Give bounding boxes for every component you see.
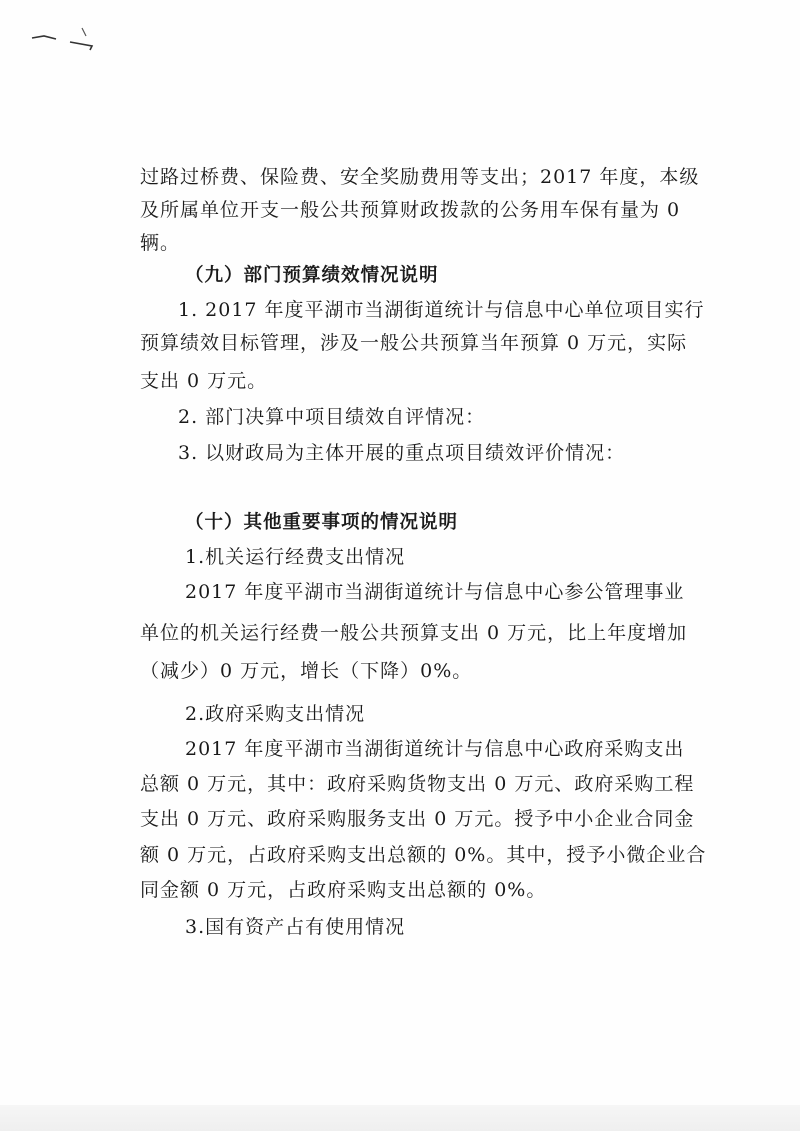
section-10-sub-2-line-3: 支出 0 万元、政府采购服务支出 0 万元。授予中小企业合同金 [140, 808, 695, 830]
section-9-heading: （九）部门预算绩效情况说明 [185, 265, 439, 286]
section-10-sub-1-line-3: （减少）0 万元，增长（下降）0%。 [140, 660, 473, 682]
section-10-sub-1-title: 1.机关运行经费支出情况 [185, 546, 406, 568]
section-10-heading: （十）其他重要事项的情况说明 [185, 512, 459, 533]
section-9-item-1-line-1: 1. 2017 年度平湖市当湖街道统计与信息中心单位项目实行 [178, 299, 705, 321]
section-9-item-1-line-3: 支出 0 万元。 [140, 370, 268, 392]
paragraph-1-line-1: 过路过桥费、保险费、安全奖励费用等支出；2017 年度，本级 [140, 166, 700, 188]
section-10-sub-2-line-1: 2017 年度平湖市当湖街道统计与信息中心政府采购支出 [185, 738, 685, 760]
section-9-item-1-line-2: 预算绩效目标管理，涉及一般公共预算当年预算 0 万元，实际 [140, 332, 688, 354]
section-10-sub-3-title: 3.国有资产占有使用情况 [185, 916, 406, 938]
section-10-sub-2-line-4: 额 0 万元，占政府采购支出总额的 0%。其中，授予小微企业合 [140, 844, 707, 866]
section-10-sub-2-line-5: 同金额 0 万元，占政府采购支出总额的 0%。 [140, 879, 547, 901]
section-10-sub-1-line-2: 单位的机关运行经费一般公共预算支出 0 万元，比上年度增加 [140, 622, 688, 644]
section-10-sub-2-title: 2.政府采购支出情况 [185, 703, 366, 725]
section-9-item-2: 2. 部门决算中项目绩效自评情况： [178, 406, 486, 428]
scan-mark-icon [30, 22, 100, 52]
paragraph-1-line-3: 辆。 [140, 232, 181, 254]
section-9-item-3: 3. 以财政局为主体开展的重点项目绩效评价情况： [178, 442, 626, 464]
paragraph-1-line-2: 及所属单位开支一般公共预算财政拨款的公务用车保有量为 0 [140, 199, 681, 221]
scan-bottom-edge [0, 1105, 800, 1131]
section-10-sub-2-line-2: 总额 0 万元，其中：政府采购货物支出 0 万元、政府采购工程 [140, 773, 695, 795]
section-10-sub-1-line-1: 2017 年度平湖市当湖街道统计与信息中心参公管理事业 [185, 581, 685, 603]
